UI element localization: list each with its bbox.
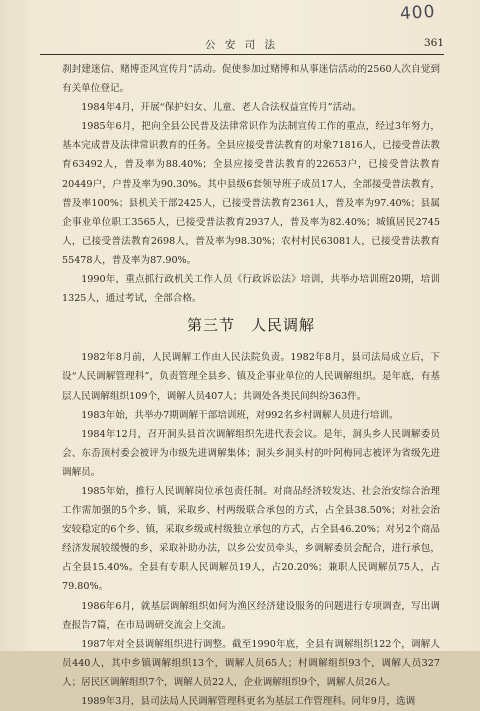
paragraph: 1985年始，推行人民调解岗位承包责任制。对商品经济较发达、社会治安综合治理工作需加强的5个乡、镇，采取乡、村两级联合承包的方式，占全县38.50%；对社会治安较稳定的6个乡、镇，采取乡级或村级独立承包的方式，占全县46.20%；对另2个商品经济发展较缓慢的乡，采取补助办法，以乡公安员牵头，乡调解委员会配合，进行承包，占全县15.40%。全县有专职人民调解员19人，占20.20%；兼职人民调解员75人，占79.80%。 [62, 485, 440, 593]
running-header-title: 公 安 司 法 [205, 39, 279, 51]
paragraph: 1985年6月，把向全县公民普及法律常识作为法制宣传工作的重点，经过3年努力，基本完成普及法律常识教育的任务。全县应接受普法教育的对象71816人，已接受普法教育63492人，普及率为88.40%；全县应接受普法教育的22653户，已接受普法教育20449户，户普及率为90.30%。其中县级6套领导班子成员17人，全部接受普法教育，普及率100%；县机关干部2425人，已接受普法教育2361人，普及率为97.40%；县属企事业单位职工3565人，已接受普法教育2937人，普及率为82.40%；城镇居民2745人，已接受普法教育2698人，普及率为98.30%；农村村民63081人，已接受普法教育55478人，普及率为87.90%。 [62, 121, 440, 266]
paragraphs-after-section [62, 348, 440, 711]
paragraph: 刹封建迷信、赌博歪风宣传月”活动。促使参加过赌博和从事迷信活动的2560人次自觉到有关单位登记。 [62, 64, 440, 95]
paragraph: 1982年8月前，人民调解工作由人民法院负责。1982年8月，县司法局成立后，下设“人民调解管理科”，负责管理全县乡、镇及企事业单位的人民调解组织。是年底，有基层人民调解组织109个，调解人员407人；共调处各类民间纠纷363件。 [62, 352, 440, 402]
handwritten-page-number: 400 [399, 1, 437, 25]
paragraph: 1984年12月，召开洞头县首次调解组织先进代表会议。是年，洞头乡人民调解委员会、东岙顶村委会被评为市级先进调解集体；洞头乡洞头村的叶阿梅同志被评为省级先进调解员。 [62, 428, 440, 478]
paragraph: 1983年始，共举办7期调解干部培训班，对992名乡村调解人员进行培训。 [81, 409, 399, 421]
section-title: 第三节 人民调解 [186, 316, 315, 335]
body-text [62, 60, 440, 711]
page-number: 361 [424, 37, 445, 49]
paragraph: 1989年3月，县司法局人民调解管理科更名为基层工作管理科。同年9月，选调 [81, 696, 416, 707]
paragraphs-before-section [62, 60, 440, 308]
paragraph: 1986年6月，就基层调解组织如何为渔区经济建设服务的问题进行专项调查，写出调查报告7篇，在市局调研交流会上交流。 [62, 600, 440, 631]
header-rule [40, 54, 444, 55]
paragraph: 1990年，重点抓行政机关工作人员《行政诉讼法》培训，共举办培训班20期，培训1325人，通过考试，全部合格。 [62, 274, 440, 305]
paragraph: 1987年对全县调解组织进行调整。截至1990年底，全县有调解组织122个，调解人员440人，其中乡镇调解组织13个，调解人员65人；村调解组织93个，调解人员327人；居民区调解组织7个，调解人员22人，企业调解组织9个，调解人员26人。 [62, 638, 440, 688]
paragraph: 1984年4月，开展“保护妇女、儿童、老人合法权益宣传月”活动。 [81, 102, 362, 114]
